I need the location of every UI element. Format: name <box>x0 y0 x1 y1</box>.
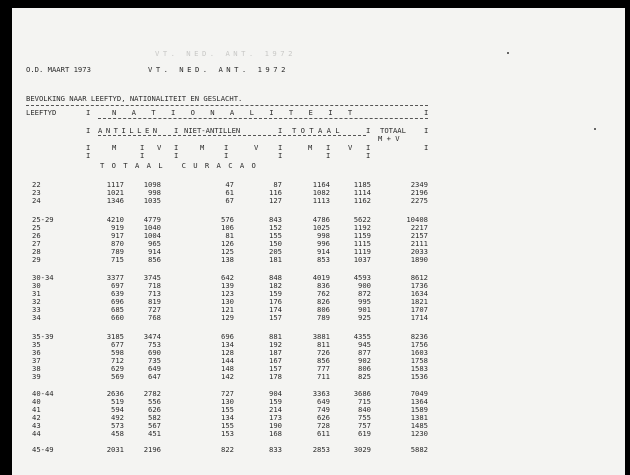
cell-t: 1364 <box>410 397 428 406</box>
cell-tm: 749 <box>317 405 330 414</box>
cell-t: 1707 <box>410 305 428 314</box>
cell-nv: 833 <box>269 445 282 454</box>
cell-nm: 123 <box>221 289 234 298</box>
cell-nm: 727 <box>221 389 234 398</box>
cell-av: 718 <box>148 281 161 290</box>
cell-tm: 1082 <box>312 188 330 197</box>
cell-t: 1230 <box>410 429 428 438</box>
cell-nv: 187 <box>269 348 282 357</box>
cell-nv: 205 <box>269 247 282 256</box>
cell-av: 3745 <box>143 273 161 282</box>
cell-age: 23 <box>32 188 41 197</box>
col-m: M <box>112 143 117 152</box>
cell-age: 27 <box>32 239 41 248</box>
cell-tm: 762 <box>317 289 330 298</box>
cell-t: 1603 <box>410 348 428 357</box>
cell-t: 1583 <box>410 364 428 373</box>
col-totaal: T O T A A L <box>292 126 340 135</box>
col-bar: I <box>326 151 331 160</box>
cell-av: 4779 <box>143 215 161 224</box>
cell-av: 556 <box>148 397 161 406</box>
cell-age: 34 <box>32 313 41 322</box>
cell-am: 660 <box>111 313 124 322</box>
col-bar: I <box>366 143 371 152</box>
cell-tv: 3029 <box>353 445 371 454</box>
cell-av: 647 <box>148 372 161 381</box>
cell-nv: 150 <box>269 239 282 248</box>
cell-age: 30-34 <box>32 273 54 282</box>
cell-tv: 825 <box>358 372 371 381</box>
cell-nm: 822 <box>221 445 234 454</box>
cell-tv: 877 <box>358 348 371 357</box>
col-niet-antillen: NIET-ANTILLEN <box>184 126 241 135</box>
cell-av: 735 <box>148 356 161 365</box>
cell-age: 37 <box>32 356 41 365</box>
cell-tm: 856 <box>317 356 330 365</box>
cell-am: 685 <box>111 305 124 314</box>
cell-tm: 728 <box>317 421 330 430</box>
cell-nm: 139 <box>221 281 234 290</box>
cell-t: 1589 <box>410 405 428 414</box>
cell-t: 2217 <box>410 223 428 232</box>
cell-tv: 1119 <box>353 247 371 256</box>
cell-av: 727 <box>148 305 161 314</box>
cell-age: 41 <box>32 405 41 414</box>
col-m: M <box>308 143 313 152</box>
cell-nv: 182 <box>269 281 282 290</box>
cell-am: 594 <box>111 405 124 414</box>
cell-nm: 576 <box>221 215 234 224</box>
cell-nm: 130 <box>221 297 234 306</box>
cell-nv: 881 <box>269 332 282 341</box>
cell-age: 44 <box>32 429 41 438</box>
cell-tm: 998 <box>317 231 330 240</box>
cell-age: 35-39 <box>32 332 54 341</box>
cell-tm: 3881 <box>312 332 330 341</box>
col-antillen: ANTILLEN <box>98 126 161 135</box>
cell-am: 569 <box>111 372 124 381</box>
col-bar: I <box>326 143 331 152</box>
cell-av: 1040 <box>143 223 161 232</box>
cell-am: 573 <box>111 421 124 430</box>
cell-age: 28 <box>32 247 41 256</box>
cell-tv: 757 <box>358 421 371 430</box>
table-title: BEVOLKING NAAR LEEFTYD, NATIONALITEIT EN GESLACHT. <box>26 94 243 103</box>
cell-t: 1536 <box>410 372 428 381</box>
cell-t: 1381 <box>410 413 428 422</box>
col-bar: I <box>424 126 429 135</box>
cell-nv: 116 <box>269 188 282 197</box>
cell-am: 519 <box>111 397 124 406</box>
cell-nm: 142 <box>221 372 234 381</box>
cell-av: 451 <box>148 429 161 438</box>
rule-sub <box>98 118 428 119</box>
cell-av: 819 <box>148 297 161 306</box>
col-nationaliteit: N A T I O N A L I T E I T <box>112 108 358 117</box>
col-bar: I <box>86 126 91 135</box>
cell-tv: 806 <box>358 364 371 373</box>
cell-nv: 190 <box>269 421 282 430</box>
cell-tm: 3363 <box>312 389 330 398</box>
col-bar: I <box>174 143 179 152</box>
cell-tv: 840 <box>358 405 371 414</box>
cell-tm: 811 <box>317 340 330 349</box>
cell-nv: 157 <box>269 364 282 373</box>
cell-tv: 715 <box>358 397 371 406</box>
cell-age: 30 <box>32 281 41 290</box>
cell-tm: 4786 <box>312 215 330 224</box>
cell-tm: 1113 <box>312 196 330 205</box>
cell-am: 2031 <box>106 445 124 454</box>
cell-tv: 1159 <box>353 231 371 240</box>
cell-am: 4210 <box>106 215 124 224</box>
cell-t: 1756 <box>410 340 428 349</box>
cell-av: 856 <box>148 255 161 264</box>
cell-nm: 81 <box>225 231 234 240</box>
cell-am: 697 <box>111 281 124 290</box>
cell-av: 2782 <box>143 389 161 398</box>
document-title: VT. NED. ANT. 1972 <box>148 65 289 74</box>
cell-nm: 67 <box>225 196 234 205</box>
cell-age: 43 <box>32 421 41 430</box>
col-bar: I <box>86 143 91 152</box>
cell-tm: 789 <box>317 313 330 322</box>
cell-nv: 152 <box>269 223 282 232</box>
col-bar: I <box>86 108 91 117</box>
cell-tm: 826 <box>317 297 330 306</box>
cell-tm: 1164 <box>312 180 330 189</box>
cell-nv: 848 <box>269 273 282 282</box>
cell-tm: 914 <box>317 247 330 256</box>
cell-av: 965 <box>148 239 161 248</box>
cell-tv: 3686 <box>353 389 371 398</box>
cell-nm: 125 <box>221 247 234 256</box>
cell-nm: 121 <box>221 305 234 314</box>
section-title: T O T A A L C U R A C A O <box>100 161 258 170</box>
cell-tv: 995 <box>358 297 371 306</box>
cell-age: 39 <box>32 372 41 381</box>
cell-nm: 130 <box>221 397 234 406</box>
cell-nm: 128 <box>221 348 234 357</box>
cell-tm: 626 <box>317 413 330 422</box>
cell-nv: 904 <box>269 389 282 398</box>
cell-nv: 176 <box>269 297 282 306</box>
cell-nv: 168 <box>269 429 282 438</box>
col-bar: I <box>278 143 283 152</box>
cell-av: 582 <box>148 413 161 422</box>
cell-am: 677 <box>111 340 124 349</box>
cell-nv: 214 <box>269 405 282 414</box>
date-label: O.D. MAART 1973 <box>26 65 91 74</box>
cell-av: 690 <box>148 348 161 357</box>
scan-speck <box>507 52 509 54</box>
col-bar: I <box>224 151 229 160</box>
cell-tv: 945 <box>358 340 371 349</box>
cell-t: 2111 <box>410 239 428 248</box>
cell-nv: 87 <box>273 180 282 189</box>
cell-am: 715 <box>111 255 124 264</box>
cell-tv: 1114 <box>353 188 371 197</box>
cell-age: 25 <box>32 223 41 232</box>
cell-t: 2275 <box>410 196 428 205</box>
cell-am: 712 <box>111 356 124 365</box>
cell-av: 626 <box>148 405 161 414</box>
col-v: V <box>348 143 353 152</box>
cell-tm: 1025 <box>312 223 330 232</box>
cell-nv: 174 <box>269 305 282 314</box>
cell-age: 40-44 <box>32 389 54 398</box>
cell-am: 789 <box>111 247 124 256</box>
cell-t: 5882 <box>410 445 428 454</box>
cell-av: 998 <box>148 188 161 197</box>
cell-nm: 155 <box>221 405 234 414</box>
cell-t: 2349 <box>410 180 428 189</box>
cell-av: 1035 <box>143 196 161 205</box>
cell-av: 2196 <box>143 445 161 454</box>
cell-tm: 806 <box>317 305 330 314</box>
col-bar: I <box>140 151 145 160</box>
cell-age: 25-29 <box>32 215 54 224</box>
cell-nm: 47 <box>225 180 234 189</box>
cell-t: 1634 <box>410 289 428 298</box>
cell-tm: 2853 <box>312 445 330 454</box>
cell-age: 31 <box>32 289 41 298</box>
cell-nv: 181 <box>269 255 282 264</box>
col-mv: M + V <box>378 134 400 143</box>
cell-t: 2033 <box>410 247 428 256</box>
col-bar: I <box>140 143 145 152</box>
col-v: V <box>254 143 259 152</box>
cell-am: 919 <box>111 223 124 232</box>
cell-tm: 853 <box>317 255 330 264</box>
cell-tm: 726 <box>317 348 330 357</box>
cell-nm: 138 <box>221 255 234 264</box>
cell-age: 42 <box>32 413 41 422</box>
col-bar: I <box>174 151 179 160</box>
cell-nm: 134 <box>221 413 234 422</box>
col-bar: I <box>224 143 229 152</box>
cell-nm: 696 <box>221 332 234 341</box>
cell-am: 1346 <box>106 196 124 205</box>
cell-tv: 925 <box>358 313 371 322</box>
cell-av: 753 <box>148 340 161 349</box>
cell-nm: 126 <box>221 239 234 248</box>
cell-age: 36 <box>32 348 41 357</box>
cell-nm: 144 <box>221 356 234 365</box>
cell-nv: 127 <box>269 196 282 205</box>
cell-age: 45-49 <box>32 445 54 454</box>
cell-am: 3377 <box>106 273 124 282</box>
cell-av: 1098 <box>143 180 161 189</box>
cell-am: 639 <box>111 289 124 298</box>
cell-am: 917 <box>111 231 124 240</box>
cell-nm: 134 <box>221 340 234 349</box>
cell-av: 713 <box>148 289 161 298</box>
cell-age: 29 <box>32 255 41 264</box>
cell-age: 40 <box>32 397 41 406</box>
cell-nv: 192 <box>269 340 282 349</box>
cell-tv: 755 <box>358 413 371 422</box>
cell-tv: 1185 <box>353 180 371 189</box>
cell-nv: 173 <box>269 413 282 422</box>
col-totaal-mv: TOTAAL <box>380 126 406 135</box>
cell-tm: 836 <box>317 281 330 290</box>
col-bar: I <box>174 126 179 135</box>
col-bar: I <box>424 143 429 152</box>
cell-nm: 61 <box>225 188 234 197</box>
col-v: V <box>157 143 162 152</box>
scanned-page <box>12 8 625 475</box>
cell-tv: 1192 <box>353 223 371 232</box>
cell-tv: 619 <box>358 429 371 438</box>
cell-av: 1004 <box>143 231 161 240</box>
bleed-through-title: VT. NED. ANT. 1972 <box>155 49 296 58</box>
cell-age: 33 <box>32 305 41 314</box>
col-bar: I <box>424 108 429 117</box>
cell-nm: 148 <box>221 364 234 373</box>
cell-tv: 901 <box>358 305 371 314</box>
cell-age: 38 <box>32 364 41 373</box>
cell-nv: 159 <box>269 289 282 298</box>
cell-tm: 711 <box>317 372 330 381</box>
cell-tm: 4019 <box>312 273 330 282</box>
col-bar: I <box>86 151 91 160</box>
cell-t: 2196 <box>410 188 428 197</box>
cell-t: 1736 <box>410 281 428 290</box>
cell-age: 26 <box>32 231 41 240</box>
rule-top <box>26 105 428 106</box>
cell-nm: 106 <box>221 223 234 232</box>
cell-age: 35 <box>32 340 41 349</box>
cell-t: 7049 <box>410 389 428 398</box>
col-bar: I <box>278 126 283 135</box>
cell-am: 1021 <box>106 188 124 197</box>
cell-nv: 155 <box>269 231 282 240</box>
cell-age: 24 <box>32 196 41 205</box>
cell-am: 458 <box>111 429 124 438</box>
cell-am: 629 <box>111 364 124 373</box>
scan-speck <box>594 128 596 130</box>
cell-nm: 642 <box>221 273 234 282</box>
cell-tv: 1115 <box>353 239 371 248</box>
cell-av: 649 <box>148 364 161 373</box>
cell-nv: 843 <box>269 215 282 224</box>
cell-t: 10408 <box>406 215 428 224</box>
col-leeftyd: LEEFTYD <box>26 108 57 117</box>
col-bar: I <box>366 151 371 160</box>
cell-tm: 649 <box>317 397 330 406</box>
cell-tv: 900 <box>358 281 371 290</box>
cell-t: 1485 <box>410 421 428 430</box>
cell-nv: 159 <box>269 397 282 406</box>
cell-tv: 4593 <box>353 273 371 282</box>
cell-tm: 611 <box>317 429 330 438</box>
cell-nv: 157 <box>269 313 282 322</box>
cell-tm: 777 <box>317 364 330 373</box>
cell-t: 1821 <box>410 297 428 306</box>
cell-t: 1890 <box>410 255 428 264</box>
cell-nv: 178 <box>269 372 282 381</box>
cell-nm: 129 <box>221 313 234 322</box>
cell-nm: 153 <box>221 429 234 438</box>
col-bar: I <box>278 151 283 160</box>
rule-sub <box>98 135 366 136</box>
cell-av: 768 <box>148 313 161 322</box>
cell-age: 22 <box>32 180 41 189</box>
cell-av: 3474 <box>143 332 161 341</box>
cell-tv: 1162 <box>353 196 371 205</box>
cell-tv: 1037 <box>353 255 371 264</box>
cell-am: 870 <box>111 239 124 248</box>
cell-nv: 167 <box>269 356 282 365</box>
cell-tv: 4355 <box>353 332 371 341</box>
cell-tv: 872 <box>358 289 371 298</box>
cell-am: 696 <box>111 297 124 306</box>
cell-age: 32 <box>32 297 41 306</box>
col-m: M <box>200 143 205 152</box>
cell-t: 1714 <box>410 313 428 322</box>
col-bar: I <box>366 126 371 135</box>
cell-t: 8612 <box>410 273 428 282</box>
cell-am: 492 <box>111 413 124 422</box>
cell-am: 3185 <box>106 332 124 341</box>
cell-am: 598 <box>111 348 124 357</box>
cell-t: 1758 <box>410 356 428 365</box>
cell-am: 2636 <box>106 389 124 398</box>
cell-nm: 155 <box>221 421 234 430</box>
cell-tv: 5622 <box>353 215 371 224</box>
cell-tv: 902 <box>358 356 371 365</box>
cell-tm: 996 <box>317 239 330 248</box>
cell-t: 8236 <box>410 332 428 341</box>
cell-am: 1117 <box>106 180 124 189</box>
cell-av: 914 <box>148 247 161 256</box>
cell-t: 2157 <box>410 231 428 240</box>
cell-av: 567 <box>148 421 161 430</box>
